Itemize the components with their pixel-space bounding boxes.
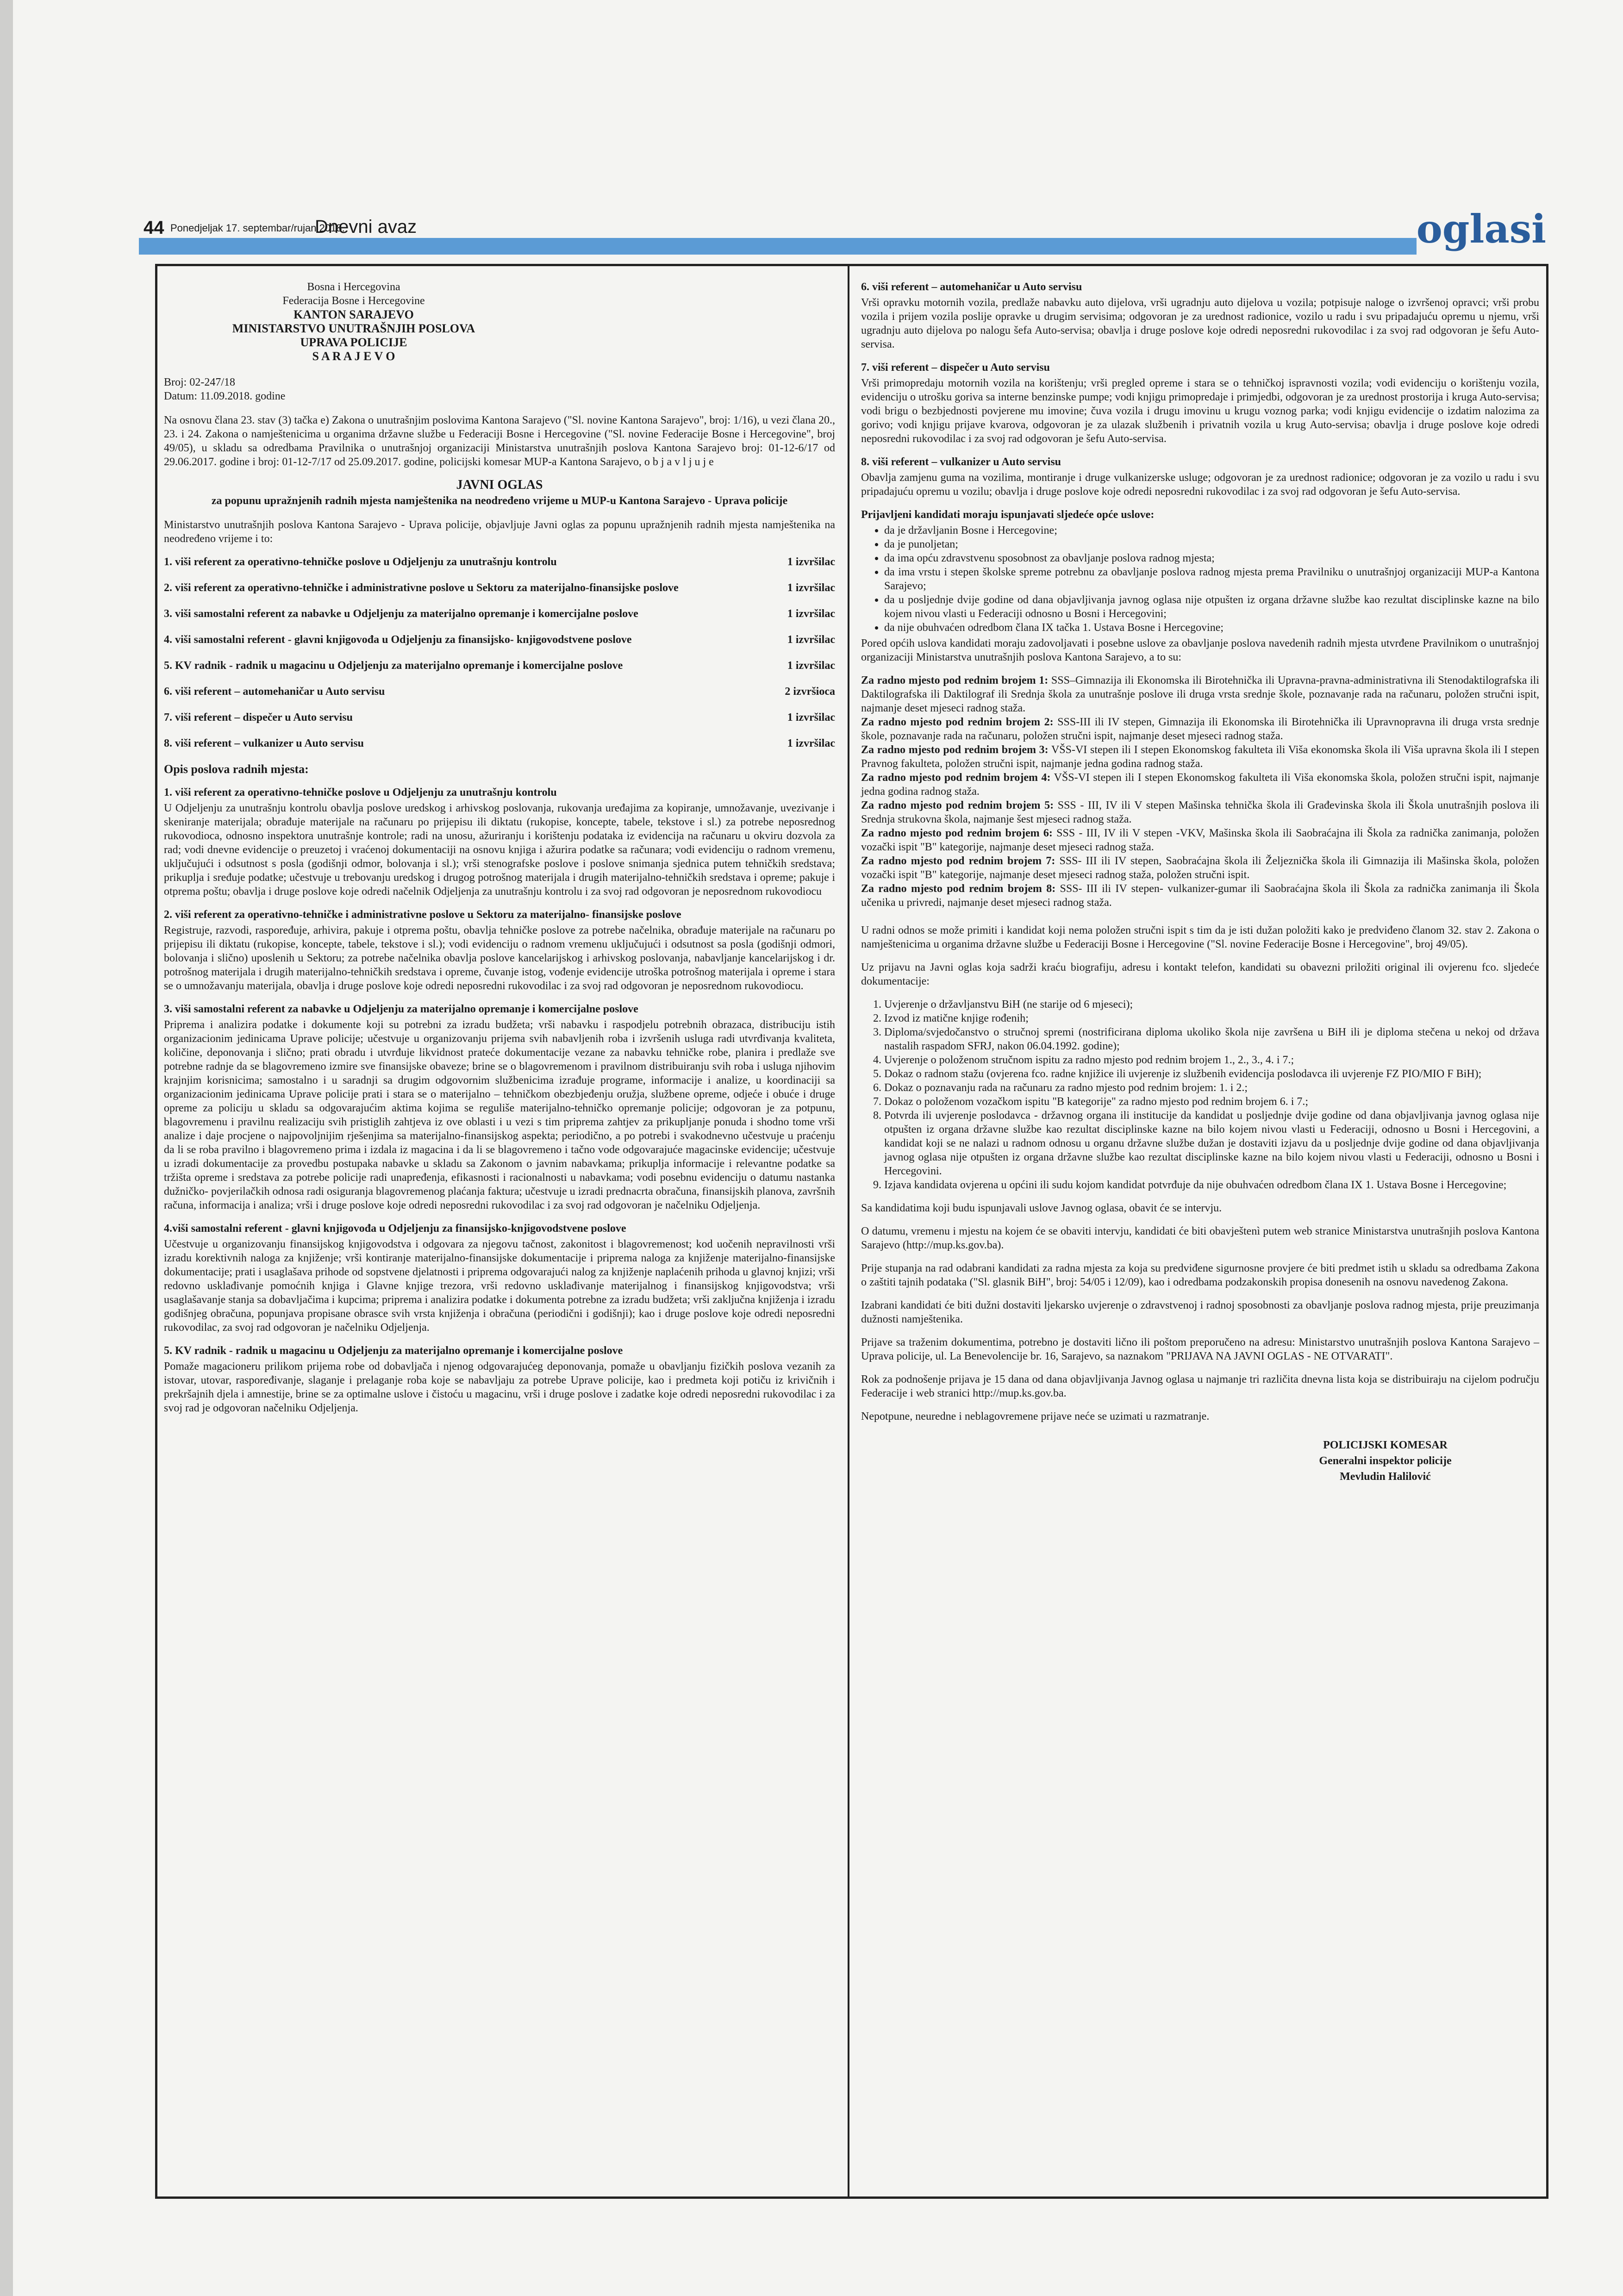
special-condition-label: Za radno mjesto pod rednim brojem 3: <box>861 744 1049 756</box>
position-name: 6. viši referent – automehaničar u Auto servisu <box>164 686 385 698</box>
job-description <box>164 908 835 993</box>
position-count: 1 izvršilac <box>787 582 835 594</box>
section-label: oglasi <box>1416 206 1546 252</box>
job-description-text: Registruje, razvodi, raspoređuje, arhivira, pakuje i otprema poštu, obavlja tehničke poslove za potrebe načelnika, obrađuje materijale na računaru po prijepisu ili diktatu (rukopise, koncepte, tabele, tekstove i sl.); vodi evidenciju o radnom vremenu uključujući i odsutnost sa posla (godišnji odmori, bolovanja i slično) uposlenih u Sektoru; za potrebe načelnika obavlja poslove kancelarijskog i arhivskog poslovanja, nabavljanje kancelarijskog i dr. potrošnog materijala i drugih materijalno-tehničkih sredstava i opreme, čuvanje istog, vođenje evidencije utroška potrošnog materijala i opreme i stara se o umnožavanju materijala, obavlja i druge poslove koje odredi neposredni rukovodilac i za svoj rad odgovoran je neposrednom rukovodiocu. <box>164 924 835 992</box>
general-conditions-heading: Prijavljeni kandidati moraju ispunjavati sljedeće opće uslove: <box>861 509 1155 521</box>
position-count: 1 izvršilac <box>787 556 835 568</box>
closing-paragraph: Prijave sa traženim dokumentima, potrebno je dostaviti lično ili poštom preporučeno na adresu: Ministarstvo unutrašnjih poslova Kantona Sarajevo – Uprava policije, ul. La Benevolencije br. 16, Sarajevo, sa naznakom "PRIJAVA NA JAVNI OGLAS - NE OTVARATI". <box>861 1336 1539 1362</box>
job-description <box>861 280 1539 351</box>
signature-role: Generalni inspektor policije <box>1319 1455 1452 1467</box>
documents-lead: Uz prijavu na Javni oglas koja sadrži kraću biografiju, adresu i kontakt telefon, kandidati su obavezni priložiti original ili ovjerenu fco. sljedeće dokumentacije: <box>861 961 1539 987</box>
document-item: 4. Uvjerenje o položenom stručnom ispitu za radno mjesto pod rednim brojem 1., 2., 3., 4. i 7.; <box>884 1053 1539 1067</box>
lead-text: Ministarstvo unutrašnjih poslova Kantona Sarajevo - Uprava policije, objavljuje Javni oglas za popunu upražnjenih radnih mjesta namještenika na neodređeno vrijeme i to: <box>164 519 835 545</box>
special-condition <box>861 743 1539 771</box>
special-condition-label: Za radno mjesto pod rednim brojem 5: <box>861 799 1054 811</box>
general-condition: • da ima opću zdravstvenu sposobnost za obavljanje poslova radnog mjesta; <box>884 551 1539 565</box>
position-row <box>164 633 835 647</box>
job-description-text: Pomaže magacioneru prilikom prijema robe od dobavljača i njenog odgovarajućeg deponovanja, pomaže u obavljanju fizičkih poslova vezanih za istovar, utovar, raspoređivanje, slaganje i prelaganje roba koje se nabavljaju za potrebe Uprave policije, kao i predmeta koji potiču iz krivičnih i prekršajnih djela i amnestije, brine se za optimalne uslove i čistoću u magacinu, vrši i druge poslove i zadatke koje odredi neposredni rukovodilac i za svoj rad je odgovoran načelniku Odjeljenja. <box>164 1360 835 1414</box>
position-row <box>164 659 835 673</box>
reference-number: Broj: 02-247/18 <box>164 376 235 388</box>
closing-text <box>861 1201 1539 1423</box>
header-stripe <box>139 238 1417 255</box>
special-conditions-lead: Pored općih uslova kandidati moraju zadovoljavati i posebne uslove za obavljanje poslova navedenih radnih mjesta utvrđene Pravilnikom o unutrašnjoj organizaciji Ministarstva unutrašnjih poslova Kantona Sarajevo, a to su: <box>861 637 1539 663</box>
position-count: 2 izvršioca <box>785 686 835 698</box>
job-description-text: Obavlja zamjenu guma na vozilima, montiranje i druge vulkanizerske usluge; odgovoran je za urednost radionice; odgovoran je za vozilo u radu i svu pripadajuću opremu u vozilu; obavlja i druge poslove koje odredi neposredni rukovodilac i za svoj rad odgovoran je šefu Auto-servisa. <box>861 472 1539 498</box>
job-description-heading: 3. viši samostalni referent za nabavke u Odjeljenju za materijalno opremanje i komercijalne poslove <box>164 1003 638 1015</box>
descriptions-left <box>164 786 835 1415</box>
issuer-line: Federacija Bosne i Hercegovine <box>282 295 425 307</box>
position-row <box>164 711 835 724</box>
special-condition-label: Za radno mjesto pod rednim brojem 2: <box>861 716 1054 728</box>
issuer-block <box>192 280 516 363</box>
column-divider <box>848 266 849 2196</box>
issuer-line: Bosna i Hercegovina <box>307 281 400 293</box>
general-condition: • da u posljednje dvije godine od dana objavljivanja javnog oglasa nije otpušten iz organa državne službe kao rezultat disciplinske kazne na bilo kojem nivou vlasti u Federaciji odnosno u Bosni i Hercegovini; <box>884 593 1539 621</box>
position-count: 1 izvršilac <box>787 634 835 646</box>
position-count: 1 izvršilac <box>787 660 835 672</box>
documents-list <box>861 998 1539 1192</box>
right-column <box>861 280 1539 1485</box>
position-name: 8. viši referent – vulkanizer u Auto servisu <box>164 737 364 749</box>
special-condition-label: Za radno mjesto pod rednim brojem 6: <box>861 827 1053 839</box>
special-condition <box>861 826 1539 854</box>
ad-title: JAVNI OGLAS <box>456 478 543 492</box>
position-count: 1 izvršilac <box>787 711 835 724</box>
position-name: 1. viši referent za operativno-tehničke poslove u Odjeljenju za unutrašnju kontrolu <box>164 556 557 568</box>
general-condition: • da je državljanin Bosne i Hercegovine; <box>884 524 1539 537</box>
ad-box <box>155 264 1548 2199</box>
document-item: 8. Potvrda ili uvjerenje poslodavca - državnog organa ili institucije da kandidat u posljednje dvije godine od dana objavljivanja javnog oglasa nije otpušten iz organa državne službe kao rezultat disciplinske kazne na bilo kojem nivou vlasti u Federaciji, odnosno u Bosni i Hercegovini, a kandidat koji se ne nalazi u radnom odnosu u organu državne službe dužan je dostaviti izjavu da u posljednje dvije godine od dana objavljivanja javnog oglasa nije otpušten iz organa državne službe kao rezultat disciplinske kazne na bilo kojem nivou vlasti u Federaciji, odnosno u Bosni i Hercegovini. <box>884 1109 1539 1178</box>
job-description-heading: 2. viši referent za operativno-tehničke i administrativne poslove u Sektoru za materijalno- finansijske poslove <box>164 909 681 921</box>
job-description-heading: 5. KV radnik - radnik u magacinu u Odjeljenju za materijalno opremanje i komercijalne poslove <box>164 1345 623 1357</box>
page-number: 44 <box>144 218 164 238</box>
document-item: 5. Dokaz o radnom stažu (ovjerena fco. radne knjižice ili uvjerenje iz službenih evidencija poslodavca ili uvjerenje FZ PIO/MIO F BiH); <box>884 1067 1539 1081</box>
signature-block <box>1231 1437 1539 1485</box>
position-row <box>164 685 835 699</box>
special-condition-text: SSS - III, IV ili V stepen Mašinska tehnička škola ili Građevinska škola ili Škola unutrašnjih poslova ili Srednja strukovna škola, najmanje šest mjeseci radnog staža. <box>861 799 1540 825</box>
job-description <box>164 1344 835 1415</box>
issuer-line: KANTON SARAJEVO <box>293 308 414 321</box>
newspaper-header <box>139 208 1546 259</box>
closing-paragraph: Izabrani kandidati će biti dužni dostaviti ljekarsko uvjerenje o zdravstvenoj i radnoj sposobnosti za obavljanje poslova radnog mjesta, prije preuzimanja dužnosti namještenika. <box>861 1299 1539 1325</box>
position-row <box>164 607 835 621</box>
reference-date: Datum: 11.09.2018. godine <box>164 390 286 402</box>
issuer-line: UPRAVA POLICIJE <box>300 336 407 349</box>
general-condition: • da nije obuhvaćen odredbom člana IX tačka 1. Ustava Bosne i Hercegovine; <box>884 621 1539 635</box>
closing-paragraph: O datumu, vremenu i mjestu na kojem će se obaviti intervju, kandidati će biti obavještenì putem web stranice Ministarstva unutrašnjih poslova Kantona Sarajevo (http://mup.ks.gov.ba). <box>861 1225 1539 1251</box>
job-description-text: Vrši opravku motornih vozila, predlaže nabavku auto dijelova, vrši ugradnju auto dijelova u vozila; potpisuje naloge o izvršenoj opravci; vrši probu vozila i prijem vozila poslije opravke u drugim servisima; odgovoran je za urednost radionice, vozilo u radu i svu pripadajuću opremu u njemu, vrši ugradnju auto dijelova po nalogu šefa Auto-servisa; obavlja i druge poslove koje odredi neposredni rukovodilac i za svoj rad odgovoran je šefu Auto-servisa. <box>861 297 1539 350</box>
descriptions-heading: Opis poslova radnih mjesta: <box>164 762 309 776</box>
job-description-text: Učestvuje u organizovanju finansijskog knjigovodstva i odgovara za njegovu tačnost, zakonitost i blagovremenost; kod uočenih nepravilnosti vrši izradu korektivnih naloga za knjiženje; vrši kontiranje materijalno-finansijske dokumentacije i priprema naloga za knjiženje materijalno-finansijske dokumentacije; prati i usaglašava prihode od sopstvene djelatnosti i priprema odgovarajući nalog za knjiženje naplaćenih prihoda u glavnoj knjizi; vrši redovno usklađivanje pomoćnih knjiga i Glavne knjige trezora, vrši redovno usklađivanje materijalnog i finansijskog knjigovodstva; vrši usaglašavanje stanja sa dobavljačima i kupcima; priprema i analizira podatke i dokumenta potrebne za izradu budžeta; vrši zaključna knjiženja i izradu godišnjeg obračuna, popunjava propisane obrasce svih vrsta knjiženja i obračuna (periodični i godišnji); kao i druge poslove koje odredi neposredni rukovodilac, za svoj rad odgovoran je načelniku Odjeljenja. <box>164 1238 835 1334</box>
position-name: 4. viši samostalni referent - glavni knjigovođa u Odjeljenju za finansijsko- knjigovodstvene poslove <box>164 634 632 646</box>
special-condition-text: SSS- III ili IV stepen, Saobraćajna škola ili Željeznička škola ili Gimnazija ili Mašinska škola, položen vozački ispit "B" kategorije, najmanje deset mjeseci radnog staža, položen stručni ispit. <box>861 855 1540 881</box>
job-description <box>164 786 835 898</box>
special-condition-text: SSS- III ili IV stepen- vulkanizer-gumar ili Saobraćajna škola ili Škola za radnička zanimanja ili Škola učenika u privredi, najmanje deset mjeseci radnog staža. <box>861 883 1540 909</box>
special-condition <box>861 771 1539 799</box>
closing-paragraph: Prije stupanja na rad odabrani kandidati za radna mjesta za koja su predviđene sigurnosne provjere će biti predmet istih u skladu sa odredbama Zakona o zaštiti tajnih podataka ("Sl. glasnik BiH", broj: 54/05 i 12/09), kao i odredbama podzakonskih propisa donesenih na osnovu navedenog Zakona. <box>861 1262 1539 1288</box>
special-condition-label: Za radno mjesto pod rednim brojem 8: <box>861 883 1056 895</box>
position-name: 7. viši referent – dispečer u Auto servisu <box>164 711 353 724</box>
job-description <box>861 361 1539 446</box>
closing-paragraph: Nepotpune, neuredne i neblagovremene prijave neće se uzimati u razmatranje. <box>861 1410 1210 1423</box>
position-name: 2. viši referent za operativno-tehničke i administrativne poslove u Sektoru za materijalno-finansijske poslove <box>164 582 679 594</box>
positions-list <box>164 555 835 750</box>
special-condition-text: SSS-III ili IV stepen, Gimnazija ili Ekonomska ili Birotehnička ili Upravnopravna ili druga vrsta srednje škole, poznavanje rada na računaru, položen stručni ispit, najmanje deset mjeseci radnog staža. <box>861 716 1539 742</box>
special-condition <box>861 674 1539 715</box>
special-condition-text: SSS–Gimnazija ili Ekonomska ili Birotehnička ili Upravna-pravna-administrativna ili Stenodaktilografska ili Daktilografska ili Daktilograf ili Srednja škola za unutrašnje poslove ili druga vrsta srednje škole, poznavanje rada na računaru, položen stručni ispit, najmanje deset mjeseci radnog staža. <box>861 674 1540 714</box>
special-condition-label: Za radno mjesto pod rednim brojem 7: <box>861 855 1055 867</box>
newspaper-name: Dnevni avaz <box>315 217 417 237</box>
position-name: 3. viši samostalni referent za nabavke u Odjeljenju za materijalno opremanje i komercijalne poslove <box>164 608 638 620</box>
job-description-heading: 8. viši referent – vulkanizer u Auto servisu <box>861 456 1061 468</box>
job-description-text: U Odjeljenju za unutrašnju kontrolu obavlja poslove uredskog i arhivskog poslovanja, rukovanja uređajima za kopiranje, umnožavanje, uvezivanje i skeniranje materijala; obrađuje materijale na računaru po prijepisu ili diktatu (rukopise, koncepte, tabele, tekstove i sl.) za potrebe neposrednog rukovodioca, odnosno inspektora unutrašnje kontrole; radi na unosu, ažuriranju i korištenju podataka iz evidencija na računaru u okviru dozvola za rad; vodi dnevne evidencije o preuzetoj i vraćenoj dokumentaciji na osnovu knjiga i ažurira podatke sa računara; vodi evidenciju o radnom vremenu, uključujući i odsutnost s posla (godišnji odmor, bolovanja i sl.); vrši stenografske poslove i poslove snimanja sjednica putem tehničkih sredstava; prikuplja i sređuje podatke; učestvuje u trebovanju uredskog i drugog potrošnog materijala i drugih materijalno-tehničkih sredstava i opreme; pakuje i otprema poštu; obavlja i druge poslove koje odredi načelnik Odjeljenja za unutrašnju kontrolu i za svoj rad odgovoran je neposrednom rukovodiocu <box>164 802 835 898</box>
general-condition: • da ima vrstu i stepen školske spreme potrebnu za obavljanje poslova radnog mjesta prema Pravilniku o unutrašnjoj organizaciji MUP-a Kantona Sarajevo; <box>884 565 1539 593</box>
document-item: 3. Diploma/svjedočanstvo o stručnoj spremi (nostrificirana diploma ukoliko škola nije završena u BiH ili je diploma stečena u nekoj od država nastalih raspadom SFRJ, nakon 06.04.1992. godine); <box>884 1025 1539 1053</box>
special-condition-text: VŠS-VI stepen ili I stepen Ekonomskog fakulteta ili Viša ekonomska škola, položen stručni ispit, najmanje jedna godina radnog staža. <box>861 772 1539 798</box>
position-count: 1 izvršilac <box>787 737 835 749</box>
position-row <box>164 581 835 595</box>
special-condition-label: Za radno mjesto pod rednim brojem 4: <box>861 772 1051 784</box>
document-item: 2. Izvod iz matične knjige rođenih; <box>884 1011 1539 1025</box>
job-description <box>164 1002 835 1212</box>
position-name: 5. KV radnik - radnik u magacinu u Odjeljenju za materijalno opremanje i komercijalne poslove <box>164 660 623 672</box>
job-description-heading: 1. viši referent za operativno-tehničke poslove u Odjeljenju za unutrašnju kontrolu <box>164 786 557 799</box>
document-item: 7. Dokaz o položenom vozačkom ispitu "B kategorije" za radno mjesto pod rednim brojem 6. i 7.; <box>884 1095 1539 1109</box>
signature-title: POLICIJSKI KOMESAR <box>1323 1439 1448 1451</box>
special-condition <box>861 882 1539 910</box>
general-conditions-list <box>861 524 1539 635</box>
issue-date: Ponedjeljak 17. septembar/rujan 2018. <box>170 222 345 234</box>
job-description <box>164 1222 835 1335</box>
special-condition-label: Za radno mjesto pod rednim brojem 1: <box>861 674 1049 686</box>
job-description-text: Priprema i analizira podatke i dokumente koji su potrebni za izradu budžeta; vrši nabavku i raspodjelu potrebnih obrazaca, distribuciju istih organizacionim jedinicama Uprave policije; učestvuje u organizovanju prijema svih nabavljenih roba i izvršenih usluga radi utvrđivanja kvaliteta, količine, deponovanja i slično; prati obradu i utvrđuje likvidnost prateće dokumentacije vezane za nabavku tehničke robe, planira i predlaže sve potrebne radnje da se blagovremeno izmire sve finansijske obaveze; brine se o blagovremenom i pravilnom distribuiranju svih roba i usluga njihovim krajnjim korisnicima; samostalno i u saradnji sa drugim odgovornim službenicima izrađuje programe, informacije i analize, u koordinaciji sa organizacionim jedinicama Uprave policije prati i stara se o materijalno – tehničkom obezbjeđenju oružja, službene opreme, odjeće i obuće i druge opreme za policiju u skladu sa odgovarajućim aktima kojima se reguliše materijalno-tehničko opremanje policije; odgovoran je za potpunu, blagovremenu i pravilnu realizaciju svih pristiglih zahtjeva iz ove oblasti i u vezi s tim priprema zahtjev za prikupljanje ponuda i shodno tome vrši analize i daje procjene o najpovoljnijim rješenjima sa materijalno-finansijskog aspekta; periodično, a po potrebi i svakodnevno učestvuje u praćenju da li se roba pravilno i blagovremeno prima i izdala iz magacina i da li se blagovremeno i tačno vode odgovarajuće magacinske evidencije; učestvuje u izradi dokumentacije za provedbu postupaka nabavke u skladu sa Zakonom o javnim nabavkama; prikuplja informacije i relevantne podatke sa tržišta opreme i sredstava za potrebe policije radi unapređenja, efikasnosti i racionalnosti u nabavkama; vodi posebnu evidenciju o datumu nastanka dužničko- povjerilačkih odnosa radi osiguranja blagovremenog plaćanja faktura; učestvuje u izradi prednacrta obračuna, finansijskih planova, završnih računa, informacija i analiza; vrši i druge poslove koje odredi neposredni rukovodilac i za svoj rad odgovoran je načelniku Odjeljenja. <box>164 1019 835 1211</box>
job-description-heading: 4.viši samostalni referent - glavni knjigovođa u Odjeljenju za finansijsko-knjigovodstvene poslove <box>164 1223 626 1235</box>
document-item: 9. Izjava kandidata ovjerena u općini ili sudu kojom kandidat potvrđuje da nije obuhvaćen odredbom člana IX 1. Ustava Bosne i Hercegovine; <box>884 1178 1539 1192</box>
position-count: 1 izvršilac <box>787 608 835 620</box>
special-conditions-list <box>861 674 1539 910</box>
special-condition <box>861 799 1539 826</box>
special-condition <box>861 715 1539 743</box>
job-description <box>861 455 1539 499</box>
intro-text: Na osnovu člana 23. stav (3) tačka e) Zakona o unutrašnjim poslovima Kantona Sarajevo ("Sl. novine Kantona Sarajevo", broj: 1/16), u vezi člana 20., 23. i 24. Zakona o namještenicima u organima državne službe u Federaciji Bosne i Hercegovine ("Sl. novine Federacije Bosne i Hercegovine", broj 49/05), u skladu sa odredbama Pravilnika o unutrašnjoj organizaciji Ministarstva unutrašnjih poslova Kantona Sarajevo broj: 01-12-6/17 od 29.06.2017. godine i broj: 01-12-7/17 od 25.09.2017. godine, policijski komesar MUP-a Kantona Sarajevo, o b j a v l j u j e <box>164 414 835 468</box>
job-description-heading: 6. viši referent – automehaničar u Auto servisu <box>861 281 1082 293</box>
issuer-line: S A R A J E V O <box>312 349 395 363</box>
reference-block <box>164 375 835 403</box>
position-row <box>164 555 835 569</box>
closing-paragraph: Sa kandidatima koji budu ispunjavali uslove Javnog oglasa, obavit će se intervju. <box>861 1202 1222 1214</box>
ad-subtitle: za popunu upražnjenih radnih mjesta namještenika na neodređeno vrijeme u MUP-u Kantona Sarajevo - Uprava policije <box>211 495 788 507</box>
closing-paragraph: Rok za podnošenje prijava je 15 dana od dana objavljivanja Javnog oglasa u najmanje tri različita dnevna lista koja se distribuiraju na cijelom području Federacije i web stranici http://mup.ks.gov.ba. <box>861 1373 1539 1399</box>
descriptions-right <box>861 280 1539 499</box>
special-condition <box>861 854 1539 882</box>
position-row <box>164 736 835 750</box>
special-condition-text: VŠS-VI stepen ili I stepen Ekonomskog fakulteta ili Viša ekonomska škola ili Viša upravna škola ili I stepen Pravnog fakulteta, položen stručni ispit, najmanje jedna godina radnog staža. <box>861 744 1539 770</box>
document-item: 6. Dokaz o poznavanju rada na računaru za radno mjesto pod rednim brojem: 1. i 2.; <box>884 1081 1539 1095</box>
document-item: 1. Uvjerenje o državljanstvu BiH (ne starije od 6 mjeseci); <box>884 998 1539 1011</box>
general-condition: • da je punoljetan; <box>884 537 1539 551</box>
issuer-line: MINISTARSTVO UNUTRAŠNJIH POSLOVA <box>232 322 475 335</box>
job-description-text: Vrši primopredaju motornih vozila na korištenju; vrši pregled opreme i stara se o tehničkoj ispravnosti vozila; vodi evidenciju o korištenju vozila, evidenciju o utrošku goriva sa interne benzinske pumpe; vodi knjigu primopredaje i primjedbi, odgovoran je za urednost prostorija i kruga Auto-servisa; vodi brigu o bezbjednosti povjerene mu imovine; čuva vozila i drugu imovinu u krugu voznog parka; vodi knjigu evidencije o izdatim nalozima za gorivo; vodi knjigu prijave kvarova, odgovoran je za ulazak službenih i privatnih vozila u krug Auto-servisa; obavlja i druge poslove koje odredi neposredni rukovodilac i za svoj rad odgovoran je šefu Auto-servisa. <box>861 377 1539 445</box>
exam-note: U radni odnos se može primiti i kandidat koji nema položen stručni ispit s tim da je isti dužan položiti kako je predviđeno članom 32. stav 2. Zakona o namještenicima u organima državne službe u Federaciji Bosne i Hercegovine ("Sl. novine Federacije Bosne i Hercegovine", broj 49/05). <box>861 924 1539 950</box>
job-description-heading: 7. viši referent – dispečer u Auto servisu <box>861 362 1050 374</box>
signature-name: Mevludin Halilović <box>1340 1471 1431 1483</box>
left-column <box>164 280 835 1424</box>
special-condition-text: SSS - III, IV ili V stepen -VKV, Mašinska škola ili Saobraćajna ili Škola za radnička zanimanja, položen vozački ispit "B" kategorije, najmanje deset mjeseci radnog staža. <box>861 827 1539 853</box>
